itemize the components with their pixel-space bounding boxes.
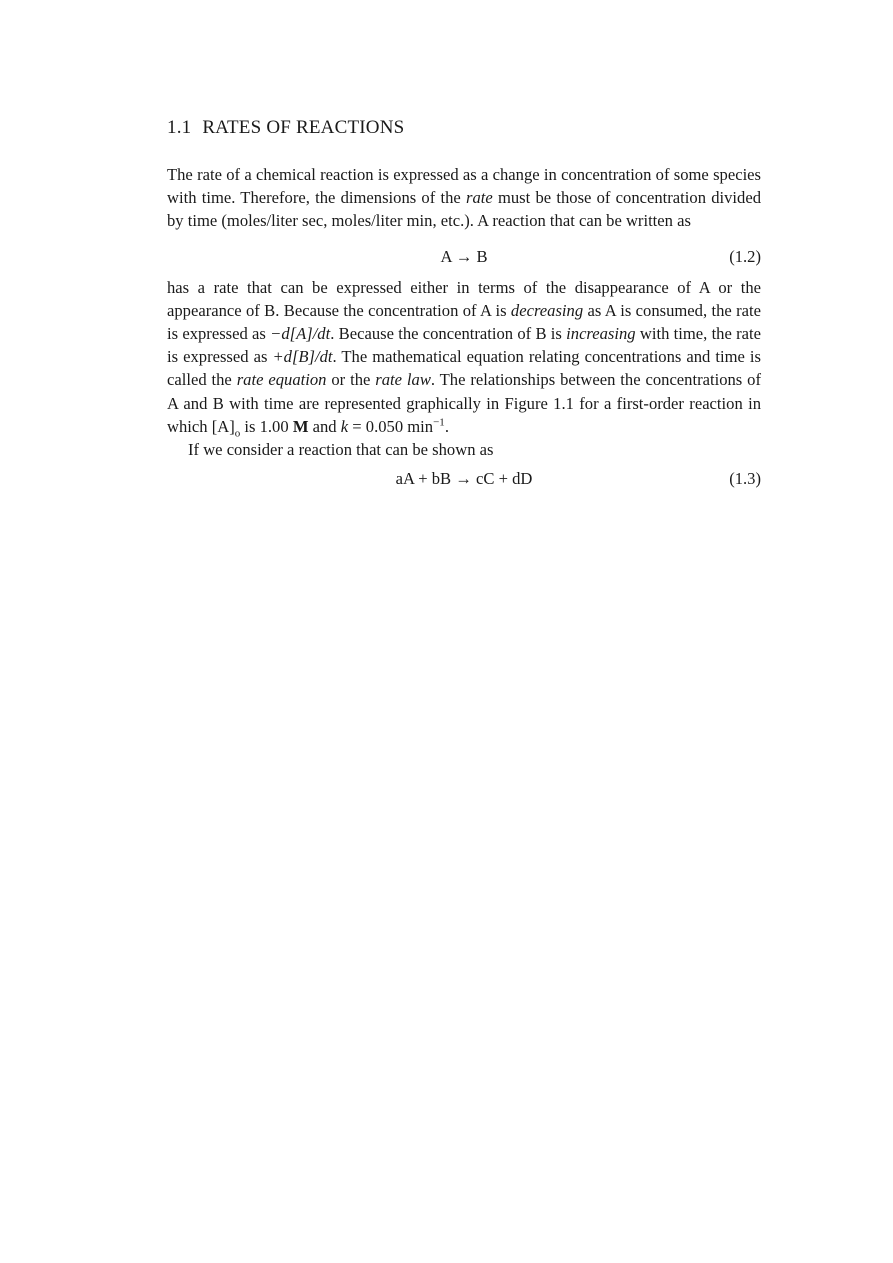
rate-constant-symbol: k [340, 416, 349, 436]
paragraph-rate-definition [167, 163, 761, 233]
paragraph-text: . The mathematical equation relating concentrations and time is called the [167, 347, 761, 390]
paragraph-rate-expression [167, 276, 761, 438]
paragraph-text: is 1.00 [240, 416, 293, 436]
paragraph-text: and [308, 416, 341, 436]
rate-constant-value: = 0.050 min [348, 416, 434, 436]
emphasis-decreasing: decreasing [510, 300, 584, 320]
emphasis-increasing: increasing [566, 324, 636, 344]
rate-of-b-expression: +d[B]/dt [272, 347, 333, 367]
paragraph-text: If we consider a reaction that can be shown as [188, 440, 494, 460]
equation-expression: aA + bB → cC + dD [395, 469, 533, 489]
paragraph-text: . The relationships between the concentrations of A and B with time are represented graphically in Figure 1.1 for a first-order reaction in which [167, 370, 761, 436]
equation-number: (1.3) [729, 469, 761, 489]
paragraph-text: as A is consumed, the rate is expressed as [167, 300, 761, 344]
emphasis-rate: rate [466, 188, 493, 208]
equation-expression: A → B [440, 246, 488, 266]
paragraph-text: must be those of concentration divided by time (moles/liter sec, moles/liter min, etc.). A reaction that can be written as [167, 188, 761, 231]
paragraph-text: has a rate that can be expressed either in terms of the disappearance of A or the appearance of B. Because the concentration of A is [167, 277, 761, 320]
initial-concentration-subscript: o [234, 427, 241, 440]
equation-number: (1.2) [729, 246, 761, 266]
molar-unit: M [292, 416, 309, 436]
emphasis-rate-law: rate law [375, 370, 431, 390]
equation-1-2 [167, 242, 761, 272]
section-title: RATES OF REACTIONS [202, 117, 405, 138]
paragraph-text: or the [326, 370, 376, 390]
emphasis-rate-equation: rate equation [236, 370, 327, 390]
rate-of-a-expression: −d[A]/dt [270, 324, 331, 344]
equation-1-3 [167, 464, 761, 494]
paragraph-general-reaction [167, 438, 761, 461]
section-number: 1.1 [167, 117, 192, 138]
section-heading [167, 116, 761, 140]
paragraph-text: . [444, 416, 449, 436]
paragraph-text: . Because the concentration of B is [330, 324, 567, 344]
initial-concentration-symbol: [A] [211, 416, 235, 436]
paragraph-text: The rate of a chemical reaction is expressed as a change in concentration of some species with time. Therefore, the dimensions of the [167, 165, 761, 208]
rate-constant-exponent: −1 [433, 416, 445, 429]
page-content [167, 116, 761, 494]
paragraph-text: with time, the rate is expressed as [167, 324, 761, 367]
